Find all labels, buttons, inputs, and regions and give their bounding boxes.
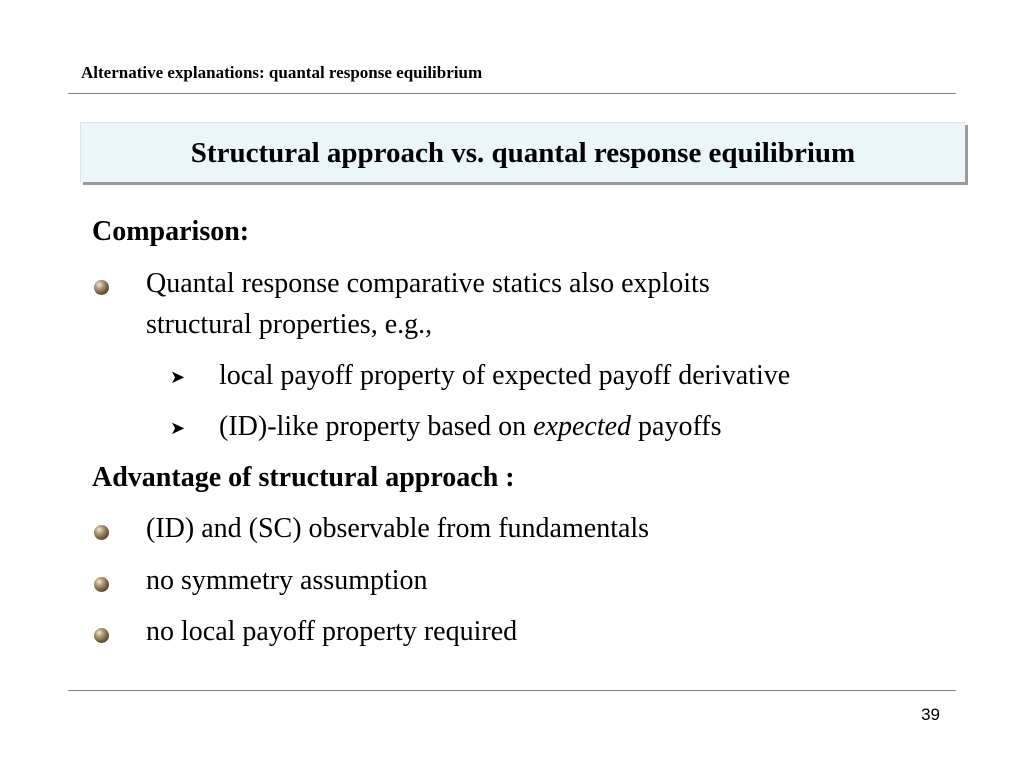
bottom-divider (68, 690, 956, 691)
comparison-subitem-2 (219, 409, 722, 445)
subitem-2-text-before: (ID)-like property based on (219, 411, 534, 442)
comparison-subitem-1: local payoff property of expected payoff derivative (219, 360, 791, 391)
comparison-bullet-line-1: Quantal response comparative statics also exploits (146, 268, 710, 299)
top-divider (68, 93, 956, 94)
advantage-bullet-3: no local payoff property required (146, 616, 518, 647)
section-header: Alternative explanations: quantal response equilibrium (81, 63, 483, 82)
sphere-bullet-icon (94, 280, 109, 295)
advantage-bullet-2: no symmetry assumption (146, 565, 428, 596)
sphere-bullet-icon (94, 525, 109, 540)
advantage-heading: Advantage of structural approach : (92, 462, 515, 493)
page-number: 39 (921, 705, 940, 724)
slide-title-box (80, 122, 965, 182)
sphere-bullet-icon (94, 628, 109, 643)
arrowhead-icon: ➤ (170, 418, 186, 439)
advantage-bullet-1: (ID) and (SC) observable from fundamentals (146, 513, 650, 544)
sphere-bullet-icon (94, 577, 109, 592)
subitem-2-emphasis: expected (533, 411, 632, 442)
arrowhead-icon: ➤ (170, 367, 186, 388)
subitem-2-text-after: payoffs (631, 411, 722, 442)
comparison-heading: Comparison: (92, 216, 250, 247)
slide-title: Structural approach vs. quantal response equilibrium (190, 136, 856, 169)
comparison-bullet-line-2: structural properties, e.g., (146, 309, 433, 340)
